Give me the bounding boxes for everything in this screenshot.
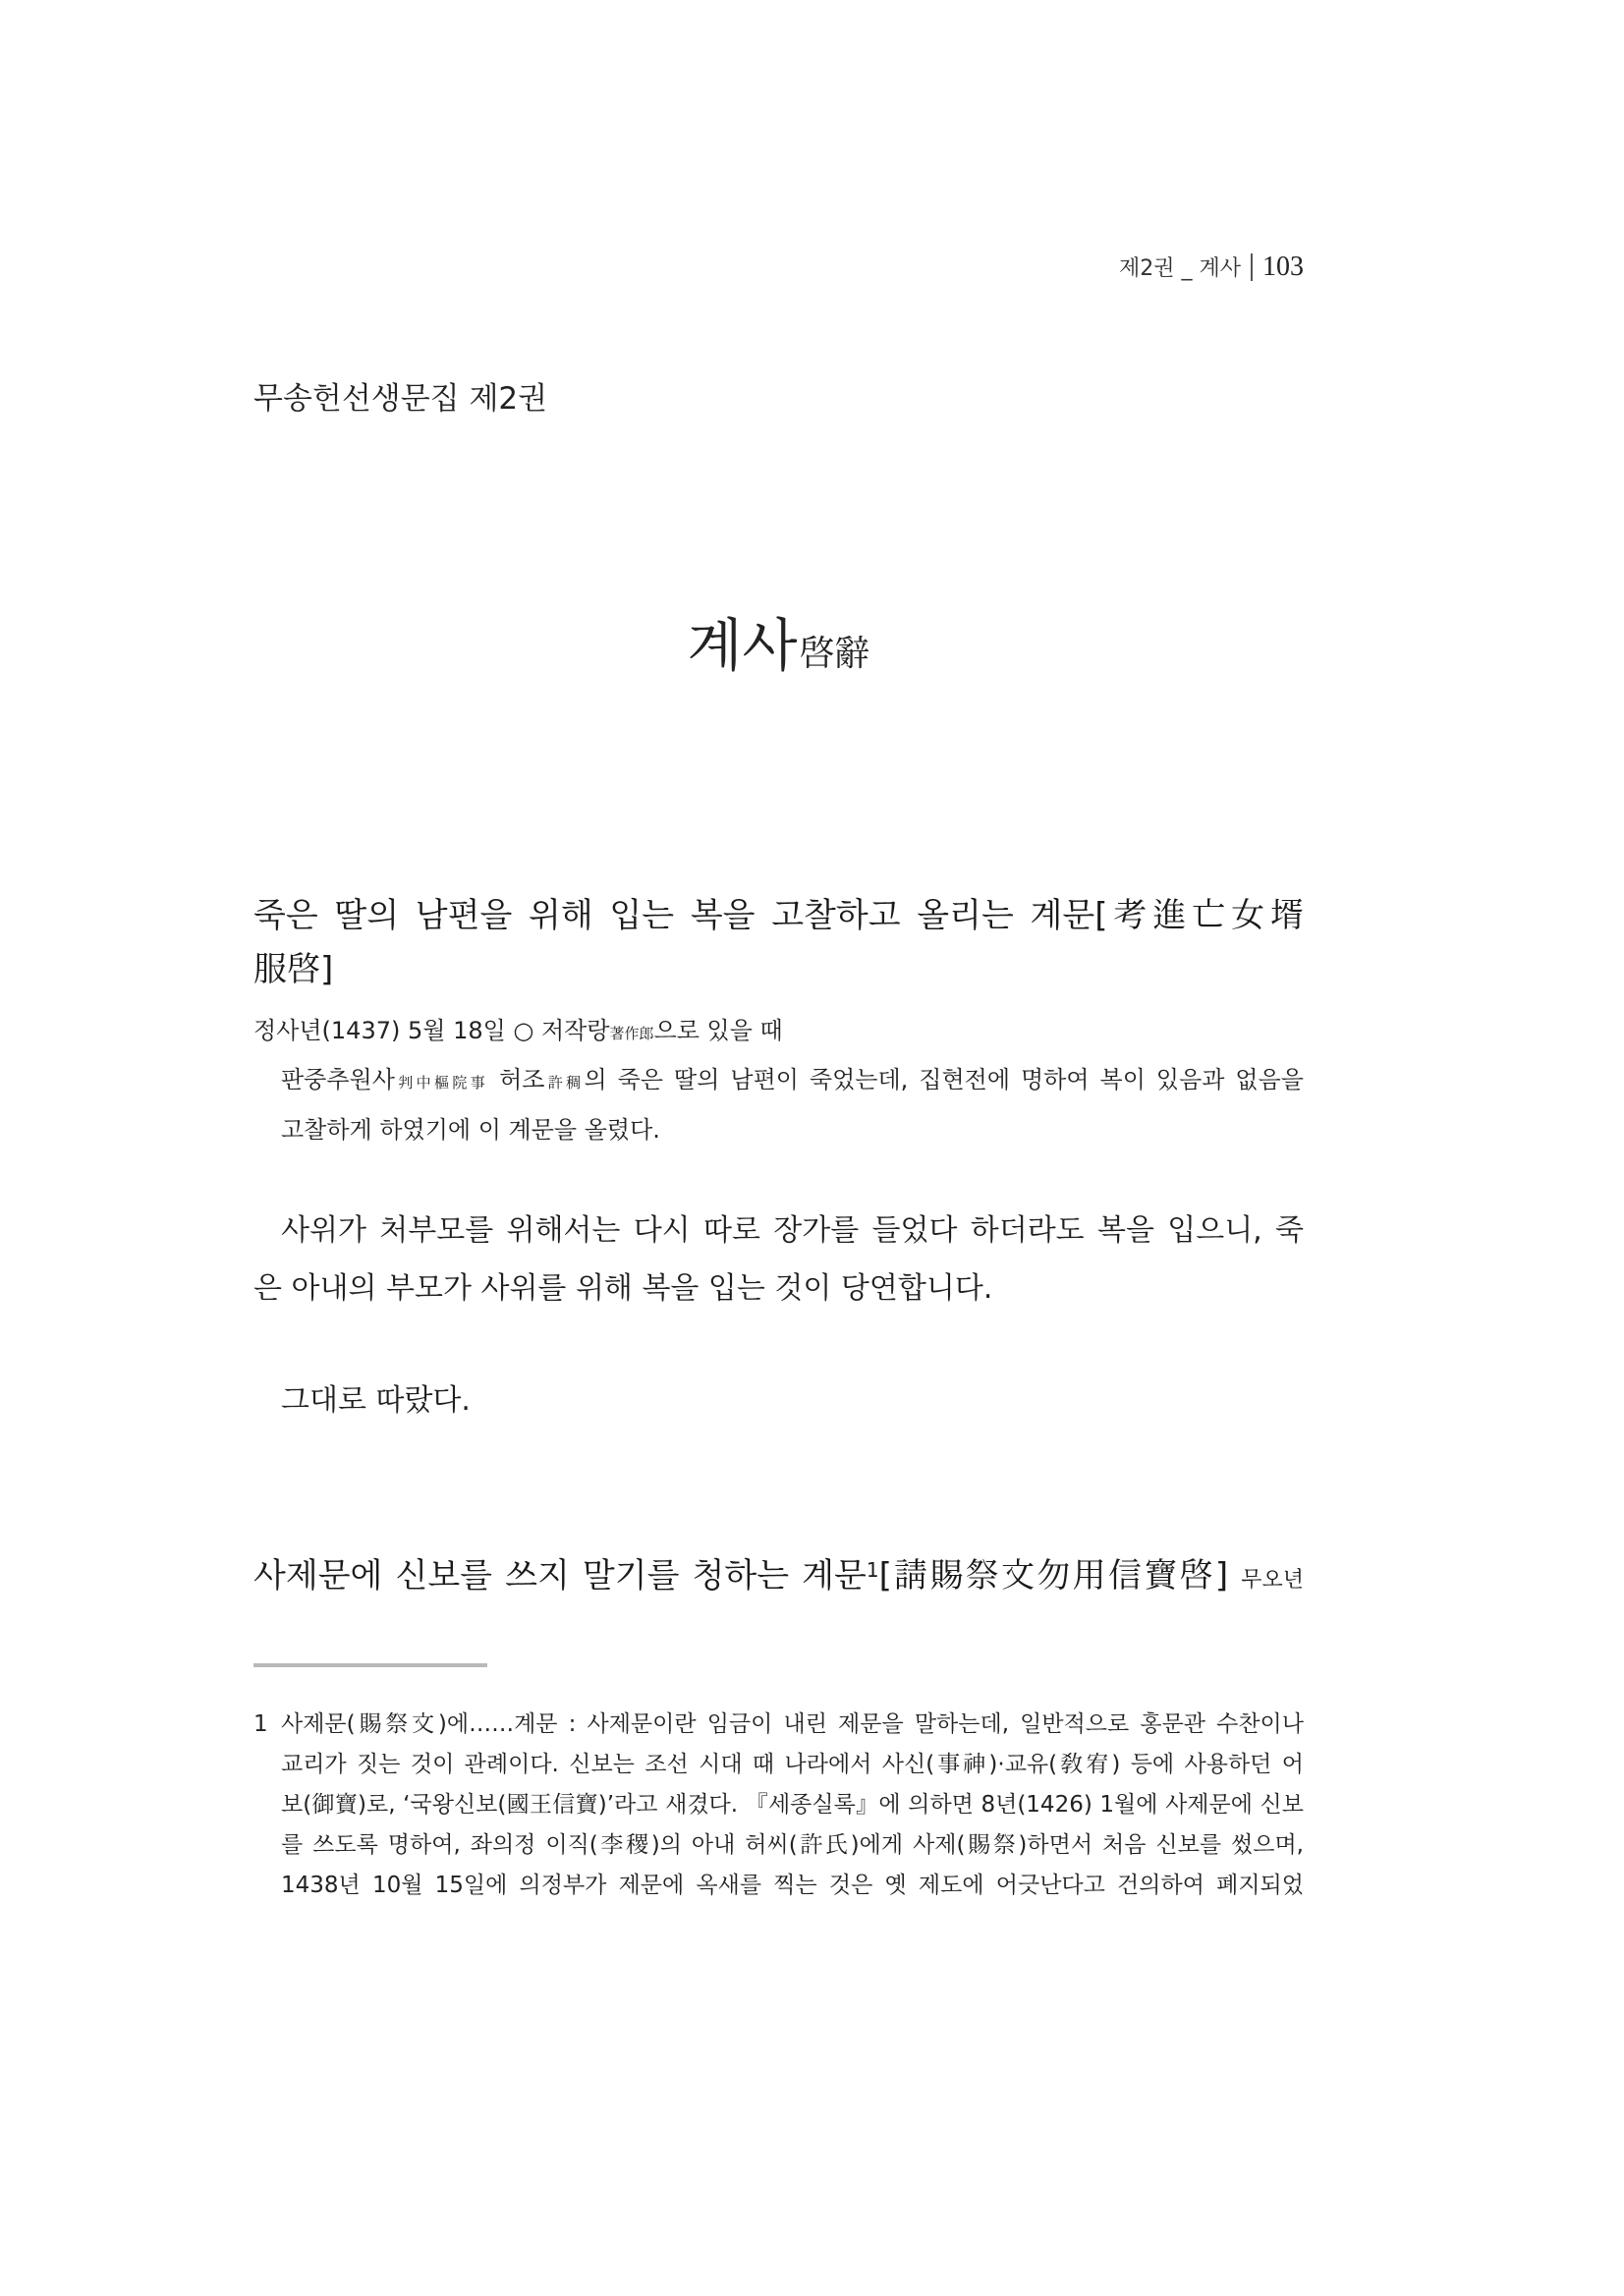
footnote-line: 사제문(賜祭文)에……계문 : 사제문이란 임금이 내린 제문을 말하는데, 일반적으로 홍문관 수찬이나 [281,1711,1304,1737]
section-heading-1-line: 服啓] [253,950,334,989]
office-title: 판중추원사 [281,1066,395,1093]
footnote-line: 보(御寶)로, ‘국왕신보(國王信寶)’라고 새겼다. 『세종실록』에 의하면 8년(1426) 1월에 사제문에 신보 [281,1792,1304,1818]
running-header [1119,248,1304,287]
footnote-rule [253,1663,487,1667]
chapter-title [253,606,1304,694]
body-line: 은 아내의 부모가 사위를 위해 복을 입는 것이 당연합니다. [253,1271,993,1306]
section-heading-2-title: 사제문에 신보를 쓰지 말기를 청하는 계문 [253,1556,867,1596]
page-number: 103 [1262,252,1304,282]
context-note-line [281,1056,1304,1106]
office-title-hanja: 判中樞院事 [394,1074,489,1092]
section-heading-1 [253,889,1304,997]
section-heading-2-year: 무오년 [1241,1568,1304,1593]
footnote-number: 1 [253,1711,268,1737]
royal-response: 그대로 따랐다. [281,1383,471,1418]
section-heading-1-line: 죽은 딸의 남편을 위해 입는 복을 고찰하고 올리는 계문[考進亡女壻 [253,896,1304,935]
date-note [253,1011,783,1053]
running-header-title: 제2권 _ 계사 [1119,256,1241,281]
footnote-line: 교리가 짓는 것이 관례이다. 신보는 조선 시대 때 나라에서 사신(事神)·교유(敎宥) 등에 사용하던 어 [281,1752,1304,1777]
footnote-line: 를 쓰도록 명하여, 좌의정 이직(李稷)의 아내 허씨(許氏)에게 사제(賜祭)하면서 처음 신보를 썼으며, [281,1832,1304,1858]
body-line: 사위가 처부모를 위해서는 다시 따로 장가를 들었다 하더라도 복을 입으니, 죽 [281,1213,1304,1248]
context-note-text: 의 죽은 딸의 남편이 죽었는데, 집현전에 명하여 복이 있음과 없음을 [584,1066,1304,1093]
chapter-title-korean: 계사 [687,612,798,679]
chapter-title-hanja: 啓辭 [799,634,870,674]
person-name-hanja: 許稠 [544,1074,585,1092]
context-note-line: 고찰하게 하였기에 이 계문을 올렸다. [281,1116,660,1144]
collection-title: 무송헌선생문집 제2권 [253,381,548,417]
date-note-text: 정사년(1437) 5월 18일 ○ 저작랑 [253,1017,610,1044]
person-name: 허조 [499,1066,545,1093]
context-note [281,1056,1304,1153]
section-heading-2 [253,1549,1304,1607]
date-note-suffix: 으로 있을 때 [653,1017,783,1044]
footnote-reference: 1 [866,1558,879,1582]
body-paragraph [253,1202,1304,1317]
date-note-hanja: 著作郞 [609,1025,654,1042]
footnote [253,1705,1304,1906]
footnote-line: 1438년 10월 15일에 의정부가 제문에 옥새를 찍는 것은 옛 제도에 어긋난다고 건의하여 폐지되었 [281,1873,1304,1898]
header-divider [1251,253,1253,281]
section-heading-2-hanja: [請賜祭文勿用信寶啓] [878,1556,1229,1596]
